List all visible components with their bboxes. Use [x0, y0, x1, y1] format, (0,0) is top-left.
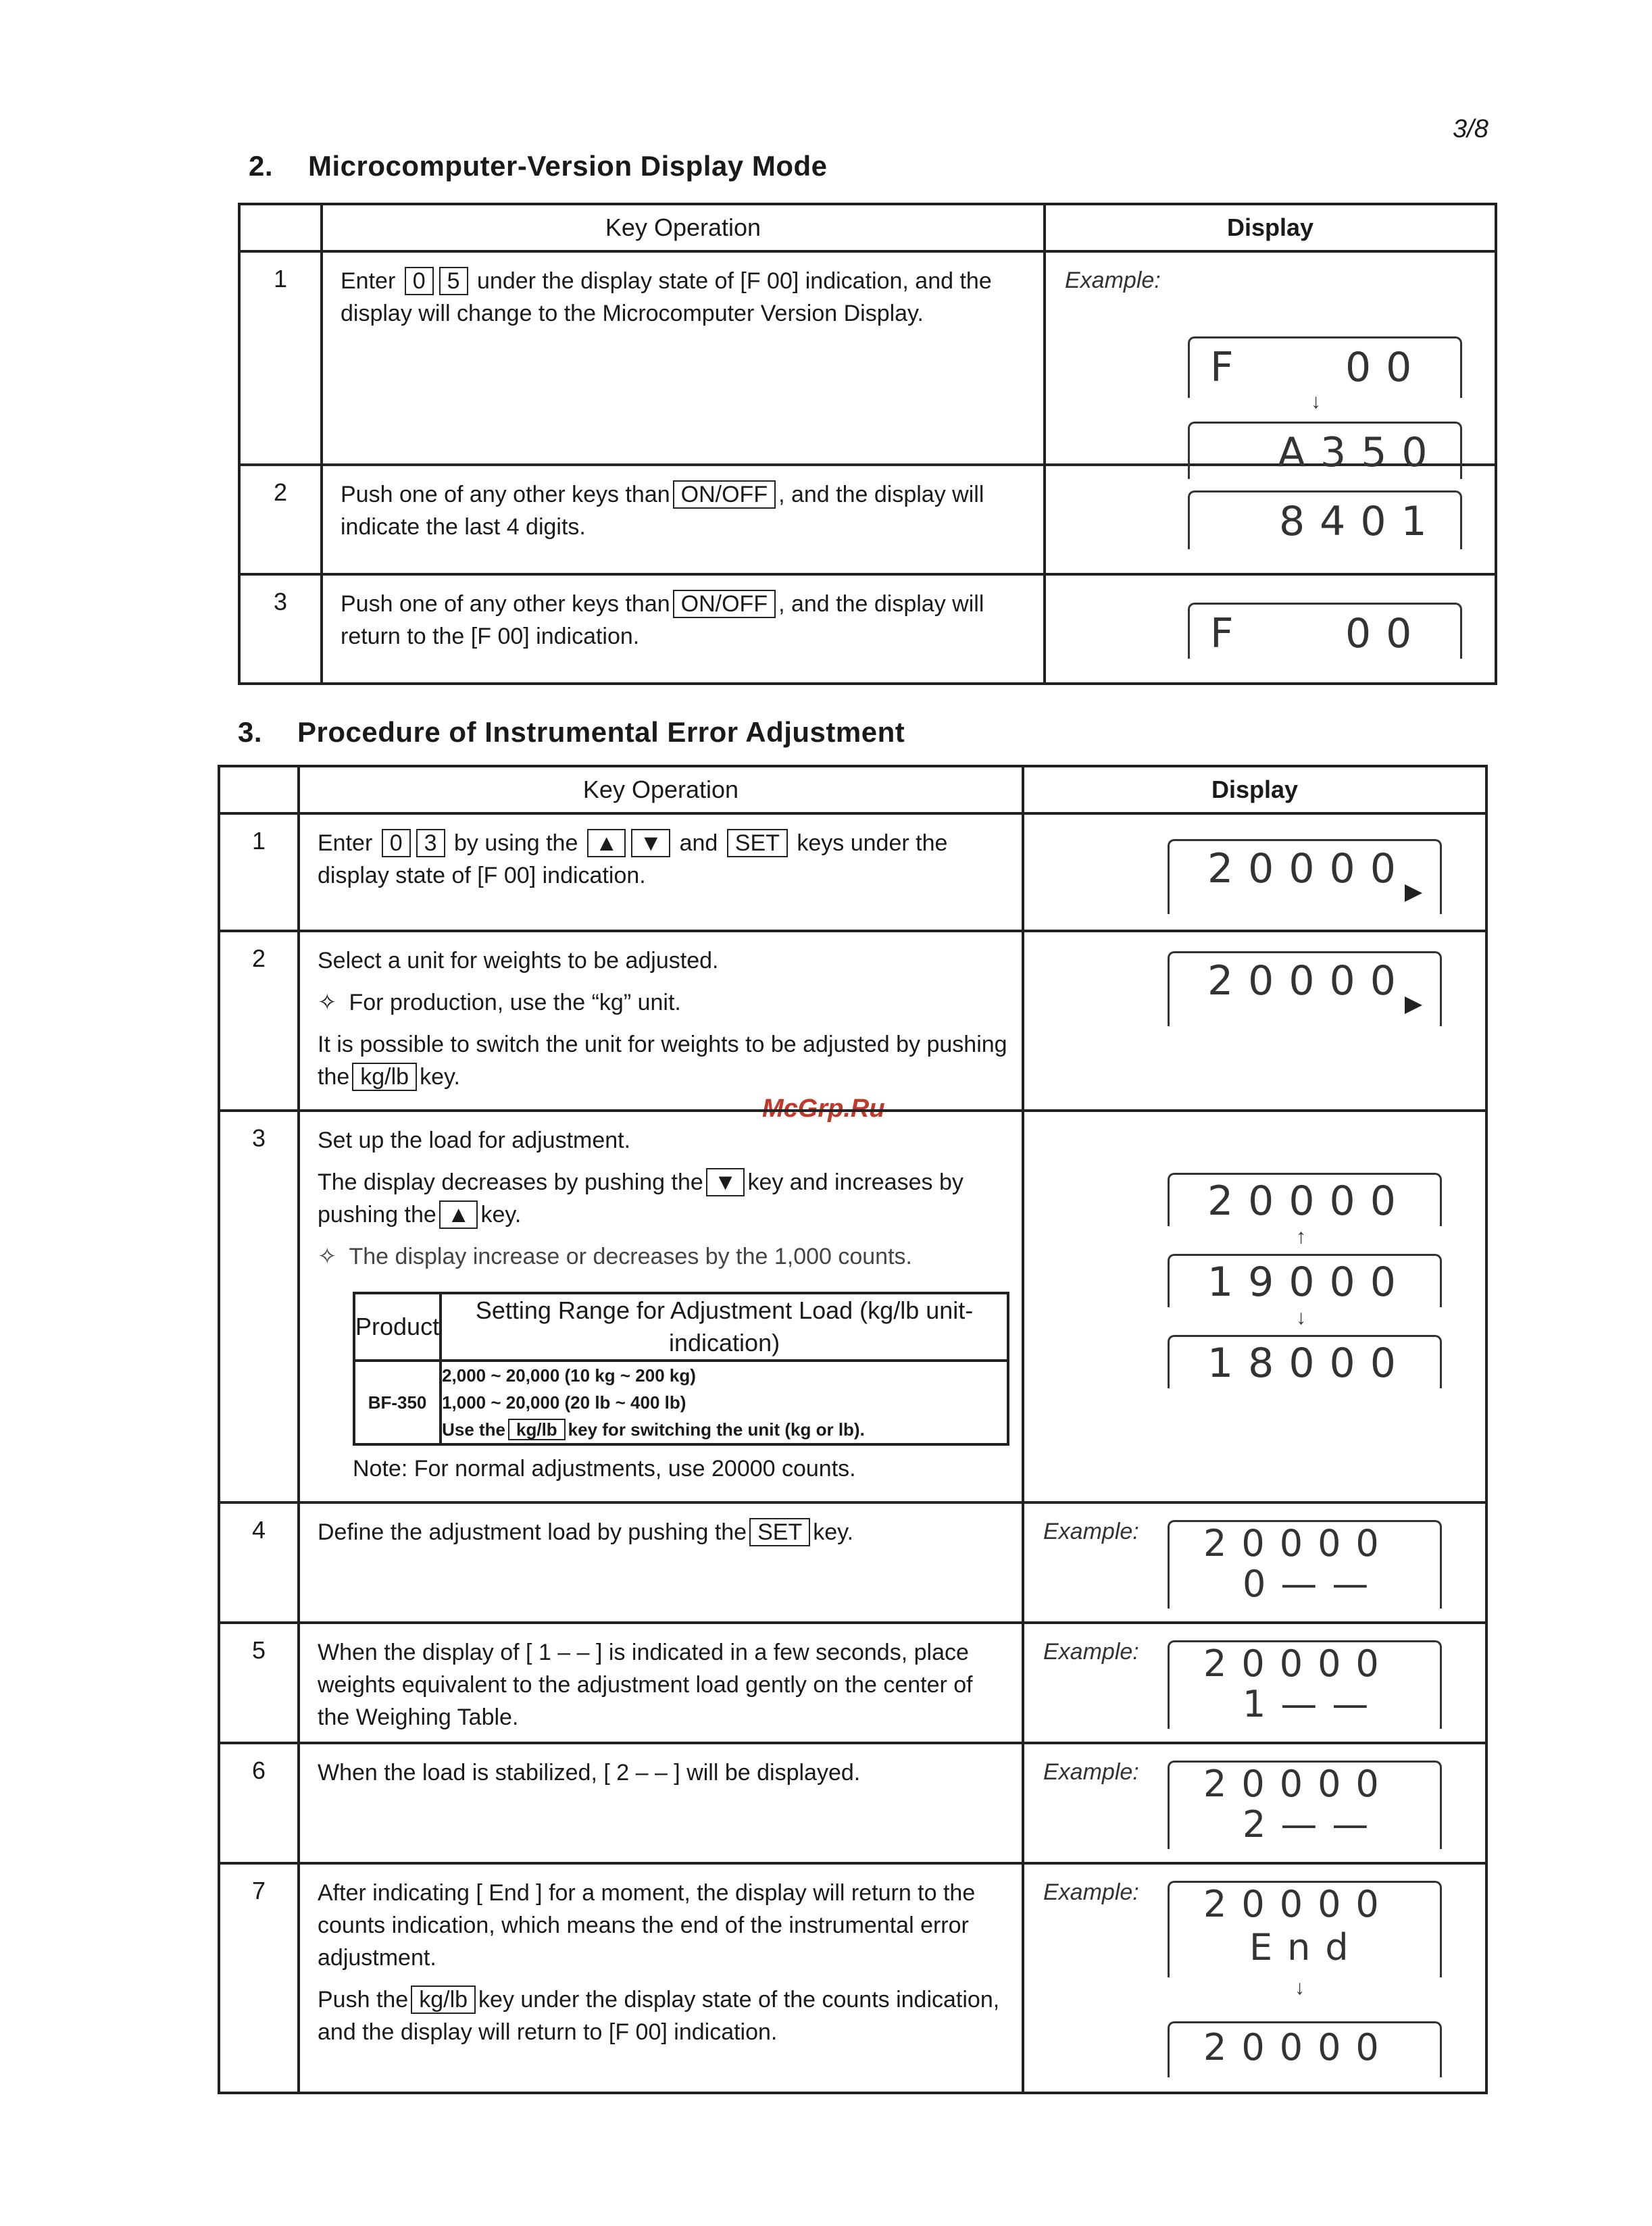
section3-row-4: [219, 1502, 1486, 1623]
lcd-display: [1168, 1254, 1442, 1307]
adjustment-range-table: [353, 1292, 1009, 1446]
lcd-display: [1168, 1520, 1442, 1609]
key-5: 5: [439, 267, 468, 295]
step-display: [1045, 574, 1496, 684]
section3-table: [218, 765, 1488, 2094]
step-number: 3: [219, 1111, 299, 1502]
up-arrow-key-icon: ▲: [439, 1200, 478, 1229]
section2-title-text: Microcomputer-Version Display Mode: [308, 150, 828, 182]
lcd-value: A350: [1278, 429, 1443, 476]
lcd-value: 8401: [1279, 498, 1442, 545]
down-arrow-icon: ↓: [1296, 1307, 1306, 1329]
example-label: Example:: [1065, 268, 1161, 293]
step-operation: Define the adjustment load by pushing the SET key.: [299, 1502, 1023, 1623]
section2-title: [249, 150, 828, 182]
section2-row-3: [239, 574, 1496, 684]
lcd-f: F: [1210, 344, 1249, 391]
lcd-value: 18000: [1207, 1340, 1411, 1387]
col-setting-range: Setting Range for Adjustment Load (kg/lb unit-indication): [441, 1293, 1008, 1361]
example-label: Example:: [1043, 1759, 1139, 1785]
step-display: [1023, 1111, 1486, 1502]
lcd-value: 19000: [1207, 1259, 1411, 1306]
unit-indicator-icon: [1405, 996, 1422, 1014]
lcd-00: 00: [1345, 344, 1427, 391]
step-display: [1023, 1743, 1486, 1863]
unit-indicator-icon: [1405, 884, 1422, 902]
lcd-value: 20000: [1207, 845, 1411, 892]
lcd-value: 20000: [1203, 1763, 1394, 1805]
lcd-status: 1——: [1243, 1683, 1384, 1725]
lcd-display: [1188, 336, 1462, 398]
diamond-bullet-icon: ✧: [318, 990, 337, 1015]
step-display: [1023, 1623, 1486, 1743]
section3-header-display: Display: [1023, 766, 1486, 813]
step-number: 4: [219, 1502, 299, 1623]
up-arrow-icon: ↑: [1296, 1225, 1306, 1248]
section2-table: [238, 203, 1497, 685]
lcd-display: [1168, 1761, 1442, 1849]
step-number: 2: [219, 931, 299, 1111]
step-number: 1: [239, 251, 322, 465]
key-0: 0: [382, 829, 411, 857]
step-number: 6: [219, 1743, 299, 1863]
range-values: [441, 1361, 1008, 1444]
col-product: Product: [354, 1293, 441, 1361]
step-number: 2: [239, 465, 322, 574]
section3-row-1: [219, 813, 1486, 931]
step-line: Select a unit for weights to be adjusted.: [318, 948, 719, 973]
step-number: 1: [219, 813, 299, 931]
key-set: SET: [749, 1518, 810, 1546]
section2-header-blank: [239, 204, 322, 251]
range-kg: 2,000 ~ 20,000 (10 kg ~ 200 kg): [442, 1365, 696, 1386]
step-display: [1023, 931, 1486, 1111]
example-label: Example:: [1043, 1519, 1139, 1544]
key-on-off: ON/OFF: [673, 590, 776, 618]
section3-number: 3.: [238, 716, 263, 748]
product-name: BF-350: [354, 1361, 441, 1444]
example-label: Example:: [1043, 1879, 1139, 1905]
key-0: 0: [405, 267, 434, 295]
up-arrow-key-icon: ▲: [587, 829, 626, 857]
lcd-status: 2——: [1243, 1803, 1384, 1846]
step-display: [1023, 1502, 1486, 1623]
step-display: [1023, 1863, 1486, 2093]
section2-number: 2.: [249, 150, 274, 182]
range-lb: 1,000 ~ 20,000 (20 lb ~ 400 lb): [442, 1392, 686, 1413]
key-3: 3: [416, 829, 445, 857]
section3-row-2: [219, 931, 1486, 1111]
section3-row-7: [219, 1863, 1486, 2093]
step-display: [1045, 251, 1496, 476]
step-operation: When the load is stabilized, [ 2 – – ] will be displayed.: [299, 1743, 1023, 1863]
lcd-display: [1168, 1881, 1442, 1977]
step-display: [1045, 465, 1496, 574]
lcd-display: [1168, 1335, 1442, 1388]
step-operation: When the display of [ 1 – – ] is indicated in a few seconds, place weights equivalent to the adjustment load gently on the center of the Weighing Table.: [299, 1623, 1023, 1743]
lcd-status: End: [1249, 1926, 1363, 1969]
lcd-value: 00: [1345, 610, 1427, 657]
down-arrow-key-icon: ▼: [631, 829, 670, 857]
lcd-display: [1168, 1640, 1442, 1729]
page-number: 3/8: [1453, 115, 1488, 143]
lcd-value: 20000: [1203, 2026, 1394, 2069]
section3-header-blank: [219, 766, 299, 813]
step-line: ✧ The display increase or decreases by the 1,000 counts.: [318, 1240, 1009, 1273]
lcd-display: [1168, 839, 1442, 914]
key-kg-lb: kg/lb: [508, 1419, 566, 1440]
section3-title-text: Procedure of Instrumental Error Adjustment: [297, 716, 905, 748]
section2-row-1: [239, 251, 1496, 465]
step-line: Set up the load for adjustment.: [318, 1128, 631, 1153]
section2-row-2: [239, 465, 1496, 574]
down-arrow-icon: ↓: [1311, 390, 1321, 413]
lcd-display: [1188, 490, 1462, 549]
section2-header-display: Display: [1045, 204, 1496, 251]
section3-row-6: [219, 1743, 1486, 1863]
lcd-f: F: [1210, 610, 1249, 657]
lcd-display: [1168, 2021, 1442, 2077]
section3-row-5: [219, 1623, 1486, 1743]
step-line: It is possible to switch the unit for weights to be adjusted by pushing the kg/lb key.: [318, 1032, 1007, 1090]
step-line: ✧ For production, use the “kg” unit.: [318, 986, 1009, 1019]
lcd-value: 20000: [1207, 957, 1411, 1005]
lcd-display: [1168, 951, 1442, 1026]
diamond-bullet-icon: ✧: [318, 1244, 337, 1269]
step-line: Push the kg/lb key under the display state of the counts indication, and the display will return to [F 00] indication.: [318, 1987, 1000, 2045]
lcd-value: 20000: [1203, 1522, 1394, 1565]
step-operation: Enter 0 3 by using the ▲ ▼ and SET keys under the display state of [F 00] indication.: [299, 813, 1023, 931]
step-operation: Enter 0 5 under the display state of [F 00] indication, and the display will change to the Microcomputer Version Display.: [322, 251, 1045, 465]
lcd-status: 0——: [1243, 1563, 1384, 1605]
down-arrow-key-icon: ▼: [706, 1168, 745, 1196]
down-arrow-icon: ↓: [1295, 1977, 1305, 1999]
step-operation: [299, 1863, 1023, 2093]
step-line: The display decreases by pushing the ▼ key and increases by pushing the ▲ key.: [318, 1169, 963, 1228]
watermark: McGrp.Ru: [762, 1094, 885, 1123]
section3-title: [238, 716, 905, 749]
lcd-value: 20000: [1207, 1178, 1411, 1225]
step-operation: [299, 931, 1023, 1111]
lcd-display: [1188, 603, 1462, 659]
step-number: 5: [219, 1623, 299, 1743]
step-operation: Push one of any other keys than ON/OFF , and the display will return to the [F 00] indication.: [322, 574, 1045, 684]
example-label: Example:: [1043, 1639, 1139, 1665]
range-note: Use the kg/lb key for switching the unit (kg or lb).: [442, 1419, 865, 1440]
lcd-value: 20000: [1203, 1642, 1394, 1685]
step-operation: Push one of any other keys than ON/OFF , and the display will indicate the last 4 digits.: [322, 465, 1045, 574]
section2-header-key-operation: Key Operation: [322, 204, 1045, 251]
step-number: 7: [219, 1863, 299, 2093]
key-set: SET: [727, 829, 788, 857]
step-note: Note: For normal adjustments, use 20000 counts.: [353, 1456, 856, 1482]
lcd-display: [1168, 1173, 1442, 1226]
section3-row-3: [219, 1111, 1486, 1502]
section3-header-key-operation: Key Operation: [299, 766, 1023, 813]
step-operation: [299, 1111, 1023, 1502]
key-kg-lb: kg/lb: [411, 1985, 476, 2014]
step-line: After indicating [ End ] for a moment, the display will return to the counts indication, which means the end of the instrumental error adjustment.: [318, 1880, 976, 1971]
lcd-value: 20000: [1203, 1883, 1394, 1925]
step-display: [1023, 813, 1486, 931]
step-number: 3: [239, 574, 322, 684]
key-kg-lb: kg/lb: [352, 1063, 417, 1091]
key-on-off: ON/OFF: [673, 480, 776, 509]
